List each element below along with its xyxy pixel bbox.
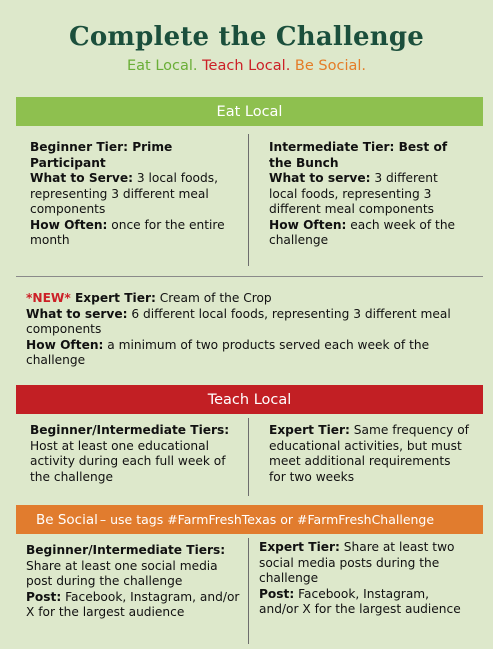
eat-beginner-serve-label: What to Serve: — [30, 171, 133, 185]
social-beginner-tier-label: Beginner/Intermediate Tiers: — [26, 543, 226, 557]
eat-intermediate-often-label: How Often: — [269, 217, 347, 232]
teach-local-divider — [248, 418, 249, 496]
eat-local-intermediate — [269, 140, 469, 249]
subtitle-eat-local: Eat Local. — [126, 58, 198, 74]
eat-intermediate-often-text: each week of the challenge — [269, 217, 456, 247]
teach-local-header: Teach Local — [16, 385, 483, 414]
eat-local-expert — [26, 291, 476, 369]
page-title: Complete the Challenge — [68, 22, 425, 52]
be-social-header — [16, 505, 483, 534]
eat-intermediate-serve-text: 3 different local foods, representing 3 different meal components — [269, 171, 438, 216]
eat-expert-often-label: How Often: — [26, 337, 104, 352]
eat-expert-often-text: a minimum of two products served each week of the challenge — [26, 337, 430, 367]
eat-local-separator — [16, 276, 483, 277]
be-social-title: Be Social — [36, 511, 98, 528]
eat-expert-tier-label: Expert Tier: — [70, 291, 156, 305]
eat-intermediate-tier: Intermediate Tier: Best of the Bunch — [269, 140, 448, 170]
social-expert-post-label: Post: — [259, 586, 295, 601]
eat-local-beginner — [30, 140, 235, 249]
subtitle-teach-local: Teach Local. — [202, 58, 291, 74]
eat-local-divider — [248, 134, 249, 266]
teach-expert-text: Same frequency of educational activities, but must meet additional requirements for two weeks — [269, 423, 469, 484]
new-tag: *NEW* — [26, 291, 71, 305]
eat-beginner-often-text: once for the entire month — [30, 217, 225, 247]
eat-beginner-serve-text: 3 local foods, representing 3 different meal components — [30, 171, 218, 216]
eat-expert-tier-text: Cream of the Crop — [155, 291, 272, 305]
eat-local-header: Eat Local — [16, 97, 483, 126]
teach-beginner-tier-label: Beginner/Intermediate Tiers: — [30, 423, 230, 437]
social-expert-tier-label: Expert Tier: — [259, 540, 340, 554]
eat-beginner-tier: Beginner Tier: Prime Participant — [30, 140, 173, 170]
be-social-beginner — [26, 543, 241, 621]
subtitle-be-social: Be Social. — [294, 58, 366, 74]
be-social-divider — [248, 538, 249, 644]
social-beginner-post-text: Facebook, Instagram, and/or X for the largest audience — [26, 589, 240, 619]
social-beginner-post-label: Post: — [26, 589, 62, 604]
page-subtitle — [0, 58, 493, 74]
teach-expert-tier-label: Expert Tier: — [269, 423, 350, 437]
eat-expert-serve-text: 6 different local foods, representing 3 different meal components — [26, 306, 451, 336]
be-social-tags: – use tags #FarmFreshTexas or #FarmFreshChallenge — [99, 512, 435, 527]
eat-intermediate-serve-label: What to serve: — [269, 171, 371, 185]
social-expert-text: Share at least two social media posts during the challenge — [259, 540, 455, 585]
social-expert-post-text: Facebook, Instagram, and/or X for the largest audience — [259, 586, 461, 616]
eat-beginner-often-label: How Often: — [30, 217, 108, 232]
teach-local-beginner — [30, 423, 235, 485]
teach-local-expert — [269, 423, 469, 485]
be-social-expert — [259, 540, 469, 618]
eat-expert-serve-label: What to serve: — [26, 306, 128, 321]
social-beginner-text: Share at least one social media post during the challenge — [26, 558, 218, 588]
teach-beginner-text: Host at least one educational activity during each full week of the challenge — [30, 438, 226, 484]
